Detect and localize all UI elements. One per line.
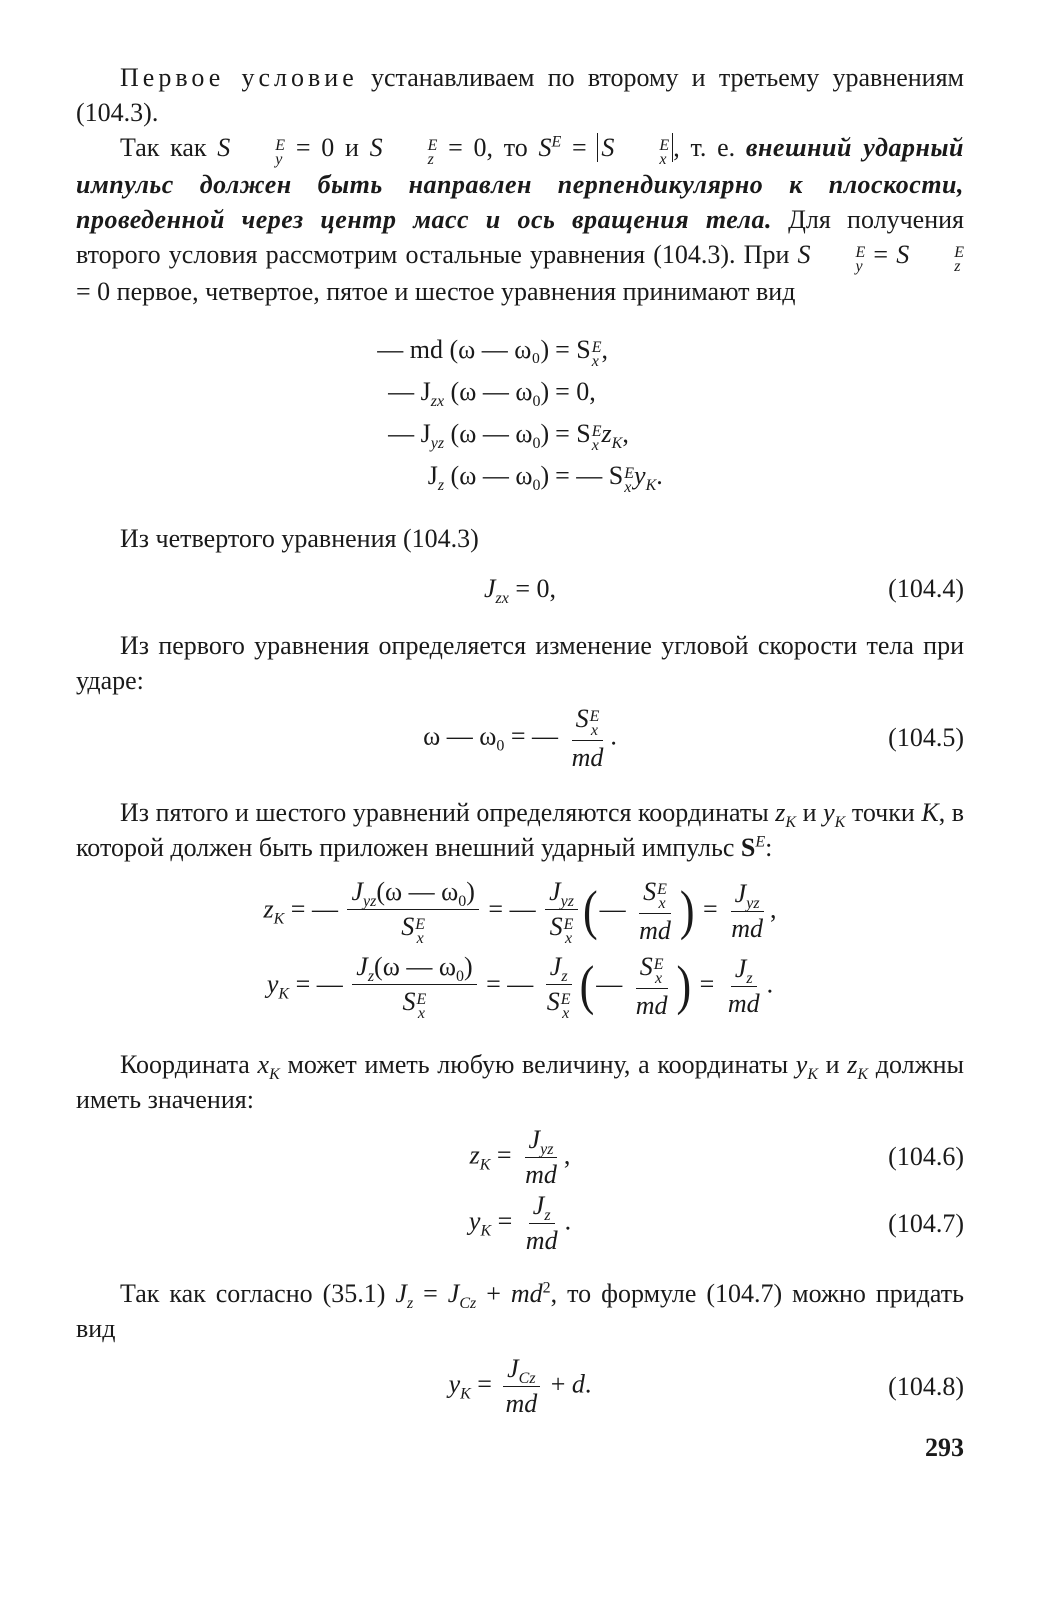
equation-number: (104.6) bbox=[888, 1142, 964, 1172]
equation-104-6: $z_K$ = $\frac{J_{yz}}{md}$ , (104.6) bbox=[469, 1124, 964, 1189]
equation-104-8: $y_K$ = $\frac{J_{Cz}}{md}$ + d. (104.8) bbox=[448, 1354, 964, 1419]
page-content bbox=[76, 60, 964, 1463]
equation-rhs: = S E x , bbox=[555, 335, 609, 370]
equation-rhs: = — S E x $y_K$. bbox=[555, 461, 663, 496]
page-number: 293 bbox=[925, 1433, 964, 1463]
spaced-text: Первое условие bbox=[120, 63, 358, 92]
equation-104-5: ω — $\omega_0$ = — S E x md . (104.5) bbox=[423, 704, 964, 772]
equation-lhs: — $J_{zx}$ (ω — $\omega_0$) bbox=[388, 377, 550, 411]
equation-lhs: — md (ω — ω₀) bbox=[377, 335, 550, 364]
paragraph-coordinates: Из пятого и шестого уравнений определяются координаты $z_K$ и $y_K$ точки K, в которой должен быть приложен внешний ударный импульс $S^E$: bbox=[76, 797, 965, 862]
equation-number: (104.8) bbox=[888, 1371, 964, 1401]
equation-104-4: $J_{zx} = 0$, (104.4) bbox=[483, 574, 964, 608]
equation-yk-derivation: $y_K$ = — $J_z(\omega$ — $\omega_0$) S E x = — $J_z$ S E x (— S E x md ) = $\frac{J_z}{md}$ . bbox=[266, 951, 774, 1022]
equation-system bbox=[76, 329, 964, 497]
emphasized-statement: внешний ударный импульс должен быть направлен перпендикулярно к плоскости, проведенной через центр масс и ось вращения тела. bbox=[76, 133, 964, 234]
paragraph-first-condition: Первое условие устанавливаем по второму и третьему уравнениям (104.3). bbox=[76, 63, 964, 127]
equation-lhs: — $J_{yz}$ (ω — $\omega_0$) bbox=[388, 419, 550, 453]
equation-number: (104.5) bbox=[888, 723, 964, 753]
paragraph-fourth-equation: Из четвертого уравнения (104.3) bbox=[120, 524, 479, 553]
paragraph-angular-velocity: Из первого уравнения определяется изменение угловой скорости тела при ударе: bbox=[76, 631, 964, 695]
equation-number: (104.4) bbox=[888, 574, 964, 603]
equation-rhs: = S E x $z_K$, bbox=[555, 419, 629, 454]
paragraph-impulse-direction: Так как S E y = 0 и S E z = 0, то $S^E = S$ E x , т. е. внешний ударный импульс должен быть направлен перпендикулярно к плоскости, проведенной через центр масс и ось вращения тела. Для получения второго условия рассмотрим остальные уравнения (104.3). При S E y = S E z = 0 первое, четвертое, пятое и шестое уравнения принимают вид bbox=[76, 133, 964, 306]
equation-number: (104.7) bbox=[888, 1208, 964, 1238]
equation-rhs: = 0, bbox=[555, 377, 596, 406]
equation-104-7: $y_K$ = $\frac{J_z}{md}$ . (104.7) bbox=[468, 1191, 964, 1256]
paragraph-steiner: Так как согласно (35.1) $J_z = J_{Cz} + md^2$, то формуле (104.7) можно придать вид bbox=[76, 1279, 964, 1344]
paragraph-coordinate-values: Координата $x_K$ может иметь любую величину, а координаты $y_K$ и $z_K$ должны иметь значения: bbox=[76, 1049, 964, 1114]
equation-lhs: $J_z$ (ω — $\omega_0$) bbox=[427, 461, 550, 495]
equation-zk-derivation: $z_K$ = — $J_{yz}(\omega$ — $\omega_0$) S E x = — $J_{yz}$ S E x (— S E x md ) = $\frac{J_{yz}}{md}$ , bbox=[263, 876, 777, 947]
